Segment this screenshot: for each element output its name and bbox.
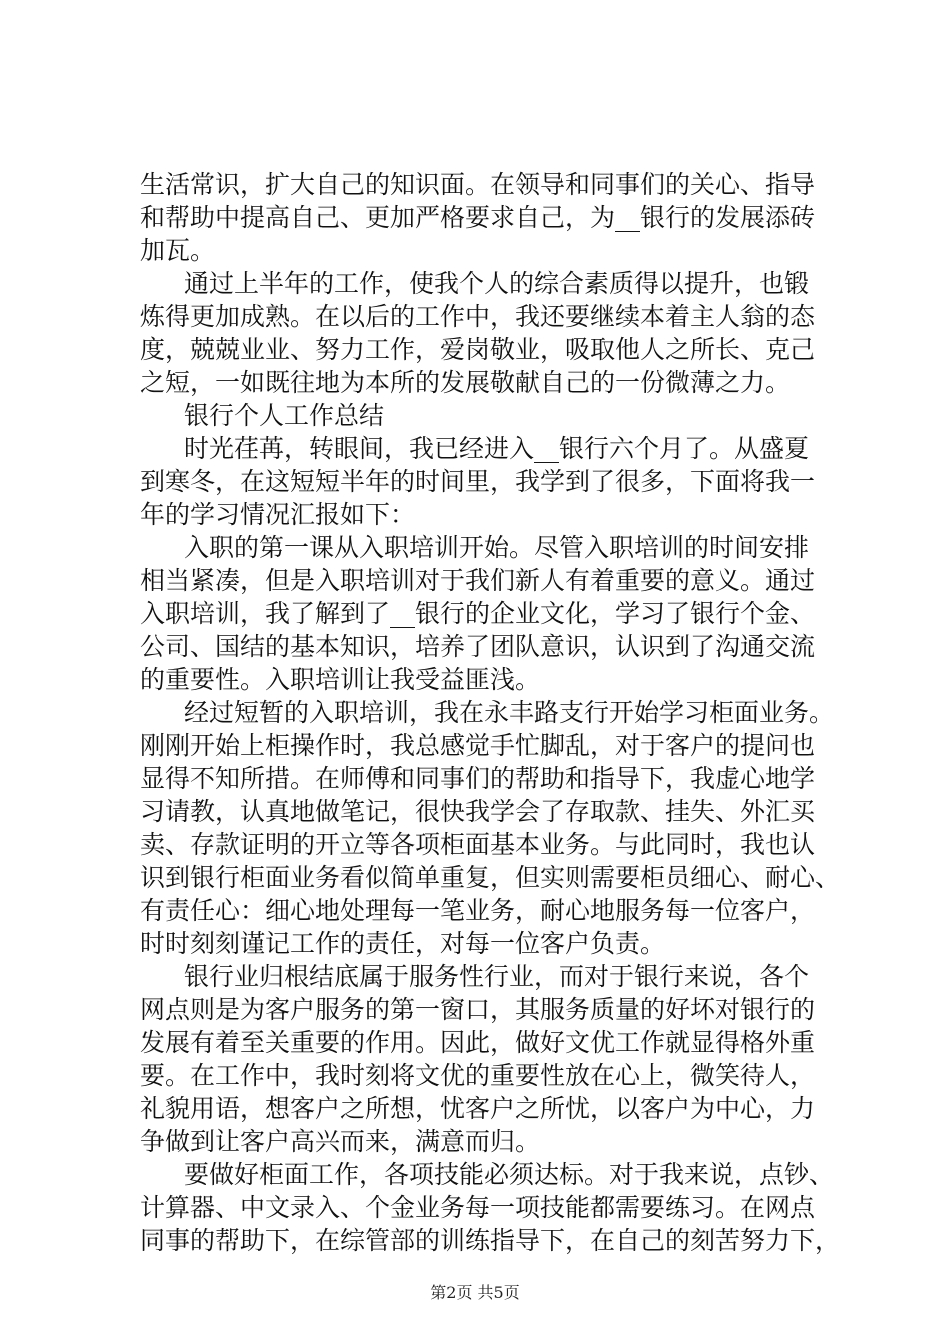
text-line: 计算器、中文录入、个金业务每一项技能都需要练习。在网点 (140, 1193, 816, 1222)
text-line: 之短，一如既往地为本所的发展敬献自己的一份微薄之力。 (140, 368, 791, 397)
text-line: 入职培训，我了解到了__银行的企业文化，学习了银行个金、 (140, 599, 816, 628)
text-line: 礼貌用语，想客户之所想，忧客户之所忧，以客户为中心，力 (140, 1094, 816, 1123)
document-body (140, 168, 840, 1257)
text-line: 时时刻刻谨记工作的责任，对每一位客户负责。 (140, 929, 666, 958)
text-line: 发展有着至关重要的作用。因此，做好文优工作就显得格外重 (140, 1028, 816, 1057)
paragraph-start-line: 时光荏苒，转眼间，我已经进入__银行六个月了。从盛夏 (184, 434, 810, 463)
paragraph-start-line: 入职的第一课从入职培训开始。尽管入职培训的时间安排 (184, 533, 810, 562)
text-line: 年的学习情况汇报如下： (140, 500, 416, 529)
paragraph-start-line: 经过短暂的入职培训，我在永丰路支行开始学习柜面业务。 (184, 698, 835, 727)
text-line: 相当紧凑，但是入职培训对于我们新人有着重要的意义。通过 (140, 566, 816, 595)
text-line: 显得不知所措。在师傅和同事们的帮助和指导下，我虚心地学 (140, 764, 816, 793)
paragraph-start-line: 要做好柜面工作，各项技能必须达标。对于我来说，点钞、 (184, 1160, 835, 1189)
text-line: 识到银行柜面业务看似简单重复，但实则需要柜员细心、耐心、 (140, 863, 841, 892)
page-number-footer: 第2页 共5页 (430, 1283, 520, 1302)
paragraph-start-line: 银行业归根结底属于服务性行业，而对于银行来说，各个 (184, 962, 810, 991)
text-line: 要。在工作中，我时刻将文优的重要性放在心上，微笑待人， (140, 1061, 816, 1090)
text-line: 度，兢兢业业、努力工作，爱岗敬业，吸取他人之所长、克己 (140, 335, 816, 364)
text-line: 有责任心：细心地处理每一笔业务，耐心地服务每一位客户， (140, 896, 816, 925)
paragraph-start-line: 通过上半年的工作，使我个人的综合素质得以提升，也锻 (184, 269, 810, 298)
text-line: 同事的帮助下，在综管部的训练指导下，在自己的刻苦努力下， (140, 1226, 841, 1255)
text-line: 卖、存款证明的开立等各项柜面基本业务。与此同时，我也认 (140, 830, 816, 859)
text-line: 网点则是为客户服务的第一窗口，其服务质量的好坏对银行的 (140, 995, 816, 1024)
text-line: 炼得更加成熟。在以后的工作中，我还要继续本着主人翁的态 (140, 302, 816, 331)
text-line: 加瓦。 (140, 236, 216, 265)
text-line: 的重要性。入职培训让我受益匪浅。 (140, 665, 541, 694)
section-heading: 银行个人工作总结 (184, 401, 385, 430)
text-line: 生活常识，扩大自己的知识面。在领导和同事们的关心、指导 (140, 170, 816, 199)
text-line: 刚刚开始上柜操作时，我总感觉手忙脚乱，对于客户的提问也 (140, 731, 816, 760)
text-line: 公司、国结的基本知识，培养了团队意识，认识到了沟通交流 (140, 632, 816, 661)
text-line: 到寒冬，在这短短半年的时间里，我学到了很多，下面将我一 (140, 467, 816, 496)
text-line: 和帮助中提高自己、更加严格要求自己，为__银行的发展添砖 (140, 203, 816, 232)
text-line: 习请教，认真地做笔记，很快我学会了存取款、挂失、外汇买 (140, 797, 816, 826)
text-line: 争做到让客户高兴而来，满意而归。 (140, 1127, 541, 1156)
